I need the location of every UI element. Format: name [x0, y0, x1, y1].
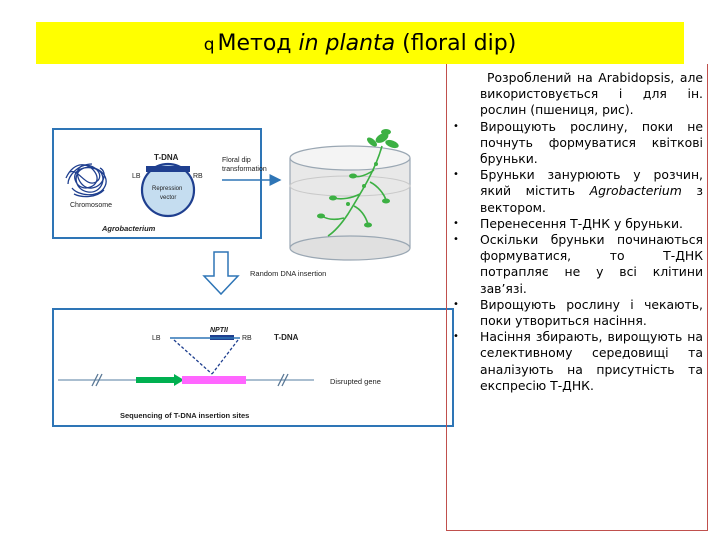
rb-label: RB [193, 173, 203, 180]
disrupted-gene-label: Disrupted gene [330, 377, 381, 386]
floral-dip-label-line1: Floral dip [222, 157, 251, 164]
tdna-segment [146, 166, 190, 172]
bullet-icon: • [453, 217, 459, 229]
green-gene-marker [136, 377, 174, 383]
pink-insertion-marker [182, 376, 246, 384]
list-item [453, 297, 703, 329]
agrobacterium-label: Agrobacterium [102, 224, 156, 233]
title-bar [36, 22, 684, 64]
bullet-icon: • [453, 298, 459, 310]
bullet-icon: • [453, 169, 459, 181]
list-item [453, 232, 703, 297]
beaker-icon [290, 146, 410, 260]
bullet-text: Вирощують рослину і чекають, поки утвориться насіння. [480, 296, 703, 329]
title-italic: in planta [298, 30, 396, 56]
agrobacterium-italic: Agrobacterium [589, 183, 682, 199]
bullet-text: Вирощують рослину, поки не почнуть формуватися квіткові бруньки. [480, 118, 703, 167]
bullet-text: Оскільки бруньки починаються формуватися, то Т-ДНК потрапляє не у всі клітини зав’язі. [480, 232, 703, 296]
bullet-text: Насіння збирають, вирощують на селективному середовищі та аналізують на присутність та експресію Т-ДНК. [480, 329, 703, 393]
tdna-label: T-DNA [154, 153, 179, 162]
title-suffix: (floral dip) [395, 30, 517, 56]
floral-dip-diagram [52, 128, 454, 428]
list-item [453, 167, 703, 216]
vector-label-line2: vector [160, 195, 177, 201]
vector-label-line1: Repression [152, 186, 183, 192]
floral-dip-label-line2: transformation [222, 166, 267, 173]
title-bullet-icon: q [203, 34, 215, 55]
down-arrow-icon [204, 252, 238, 294]
sequencing-box [53, 309, 453, 426]
nptii-label: NPTII [210, 327, 228, 334]
bullet-icon: • [453, 331, 459, 343]
list-item [453, 329, 703, 394]
intro-text: Розроблений на Arabidopsis, але використовується і для ін. рослин (пшениця, рис). [480, 70, 703, 118]
bullet-text: Перенесення Т-ДНК у бруньки. [480, 215, 683, 231]
bottom-rb-label: RB [242, 335, 252, 342]
description-list [453, 70, 703, 394]
list-item [453, 216, 703, 232]
bottom-lb-label: LB [152, 335, 161, 342]
bullet-icon: • [453, 234, 459, 246]
chromosome-label: Chromosome [70, 202, 113, 209]
list-item [453, 119, 703, 168]
slide-title [204, 31, 517, 56]
bullet-icon: • [453, 120, 459, 132]
bottom-tdna-label: T-DNA [274, 333, 299, 342]
bullet-text: Бруньки занурюють у розчин, який містить Agrobacterium з вектором. [480, 167, 703, 215]
title-prefix: Метод [217, 30, 299, 56]
lb-label: LB [132, 173, 141, 180]
random-insertion-label: Random DNA insertion [250, 269, 327, 278]
intro-paragraph [453, 70, 703, 119]
sequencing-label: Sequencing of T-DNA insertion sites [120, 411, 250, 420]
